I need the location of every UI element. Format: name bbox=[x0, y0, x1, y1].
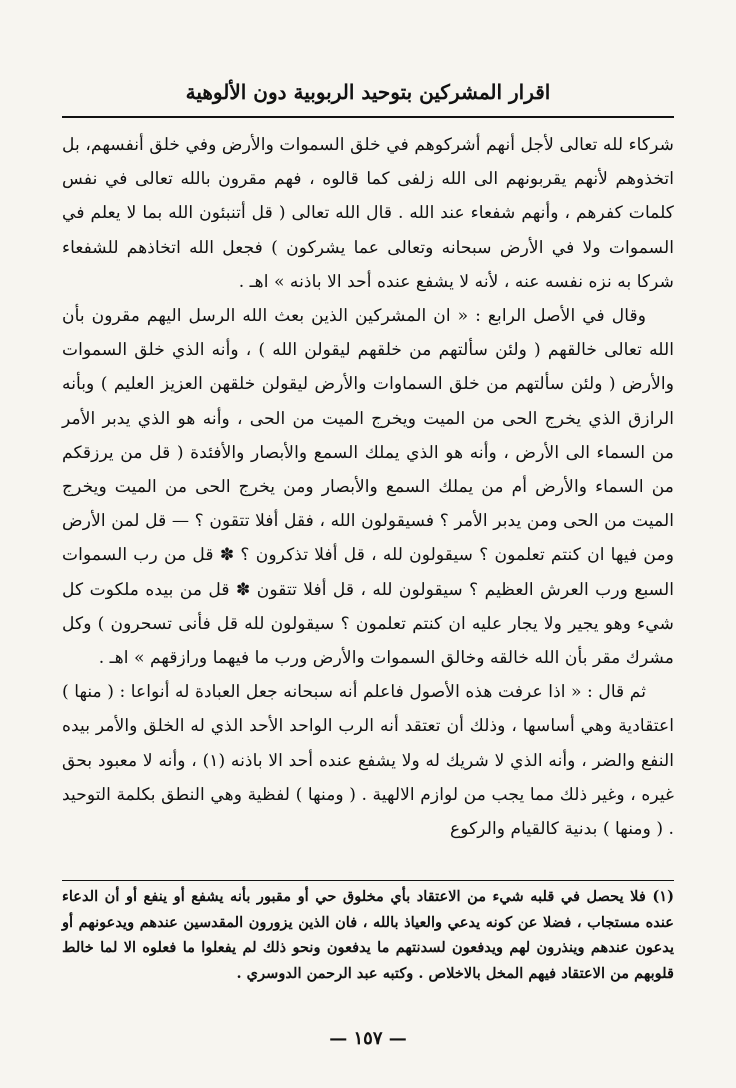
footnotes bbox=[62, 884, 674, 986]
main-text bbox=[62, 128, 674, 846]
page-number: — ١٥٧ — bbox=[329, 1028, 407, 1049]
paragraph-3: ثم قال : « اذا عرفت هذه الأصول فاعلم أنه سبحانه جعل العبادة له أنواعا : ( منها ) اعتقادية وهي أساسها ، وذلك أن تعتقد أنه الرب الواحد الأحد الذي له الخلق والأمر بيده النفع والضر ، وأنه الذي لا شريك له ولا يشفع عنده أحد الا باذنه (١) ، وأنه لا معبود بحق غيره ، وغير ذلك مما يجب من لوازم الالهية . ( ومنها ) لفظية وهي النطق بكلمة التوحيد . ( ومنها ) بدنية كالقيام والركوع bbox=[62, 682, 674, 840]
paragraph-2: وقال في الأصل الرابع : « ان المشركين الذين بعث الله الرسل اليهم مقرون بأن الله تعالى خالقهم ( ولئن سألتهم من خلقهم ليقولن الله ) ، وأنه الذي خلق السموات والأرض ( ولئن سألتهم من خلق السماوات والأرض ليقولن خلقهن العزيز العليم ) وبأنه الرازق الذي يخرج الحى من الميت ويخرج الميت من الحى ، وأنه هو الذي يدبر الأمر من السماء الى الأرض ، وأنه هو الذي يملك السمع والأبصار والأفئدة ( قل من يرزقكم من السماء والأرض أم من يملك السمع والأبصار ومن يخرج الحى من الميت ويخرج الميت من الحى ومن يدبر الأمر ؟ فسيقولون الله ، فقل أفلا تتقون ؟ — قل لمن الأرض ومن فيها ان كنتم تعلمون ؟ سيقولون لله ، قل أفلا تذكرون ؟ ✽ قل من رب السموات السبع ورب العرش العظيم ؟ سيقولون لله ، قل أفلا تتقون ✽ قل من بيده ملكوت كل شيء وهو يجير ولا يجار عليه ان كنتم تعلمون ؟ سيقولون لله قل فأنى تسحرون ) وكل مشرك مقر بأن الله خالقه وخالق السموات والأرض ورب ما فيهما ورازقهم » اهـ . bbox=[62, 306, 674, 669]
paragraph-1: شركاء لله تعالى لأجل أنهم أشركوهم في خلق السموات والأرض وفي خلق أنفسهم، بل اتخذوهم لأنهم يقربونهم الى الله زلفى كما قالوه ، فهم مقرون بالله تعالى في نفس كلمات كفرهم ، وأنهم شفعاء عند الله . قال الله تعالى ( قل أتنبئون الله بما لا يعلم في السموات ولا في الأرض سبحانه وتعالى عما يشركون ) فجعل الله اتخاذهم للشفعاء شركا به نزه نفسه عنه ، لأنه لا يشفع عنده أحد الا باذنه » اهـ . bbox=[62, 135, 674, 292]
header-divider bbox=[62, 116, 674, 118]
running-header-title: اقرار المشركين بتوحيد الربوبية دون الألوهية bbox=[185, 80, 551, 104]
footnote-1: (١) فلا يحصل في قلبه شيء من الاعتقاد بأي مخلوق حي أو مقبور بأنه يشفع أو ينفع أو أن الدعاء عنده مستجاب ، فضلا عن كونه يدعي والعياذ بالله ، فان الذين يزورون المقدسين عندهم ويدعونهم أو يدعون عندهم وينذرون لهم ويدفعون لسدنتهم ما يدفعون ونحو ذلك لم يفعلوا ما فعلوه الا لما خالط قلوبهم من الاعتقاد فيهم المخل بالاخلاص . وكتبه عبد الرحمن الدوسري . bbox=[62, 888, 674, 982]
footnote-divider bbox=[62, 880, 674, 881]
